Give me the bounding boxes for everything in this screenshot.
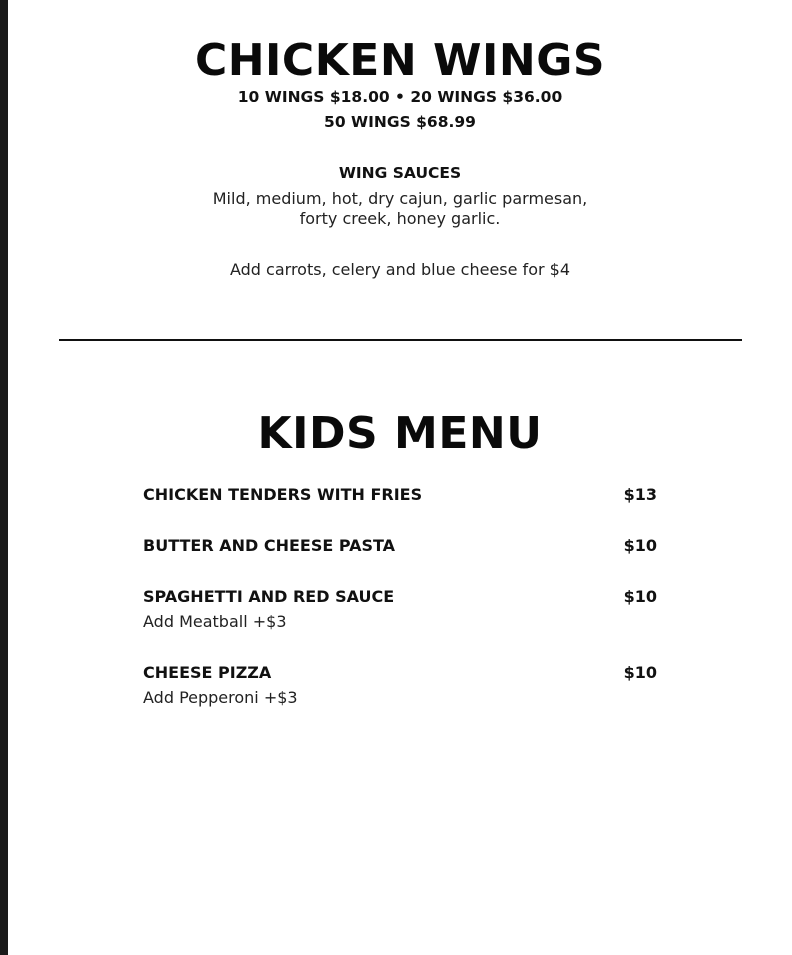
wing-sauces-heading: WING SAUCES [338,164,462,182]
wing-sauces-line-1: Mild, medium, hot, dry cajun, garlic parmesan, [212,189,588,208]
left-page-edge [0,0,8,955]
menu-item-price: $10 [623,663,657,682]
wings-price-line-1: 10 WINGS $18.00 • 20 WINGS $36.00 [237,88,563,106]
menu-item-name: CHICKEN TENDERS WITH FRIES [143,485,423,504]
wings-addon-note: Add carrots, celery and blue cheese for $4 [229,260,570,279]
wing-sauces-line-2: forty creek, honey garlic. [299,209,501,228]
section-divider [59,339,742,341]
menu-item-name: SPAGHETTI AND RED SAUCE [143,587,395,606]
menu-item-name: CHEESE PIZZA [143,663,272,682]
menu-item-price: $13 [623,485,657,504]
menu-item-note: Add Pepperoni +$3 [143,688,298,707]
kids-menu-title: KIDS MENU [257,408,543,459]
menu-item-name: BUTTER AND CHEESE PASTA [143,536,396,555]
chicken-wings-title: CHICKEN WINGS [194,35,606,86]
menu-page [8,0,792,955]
menu-item-price: $10 [623,587,657,606]
wings-price-line-2: 50 WINGS $68.99 [324,113,476,131]
menu-item-price: $10 [623,536,657,555]
menu-item-note: Add Meatball +$3 [143,612,287,631]
